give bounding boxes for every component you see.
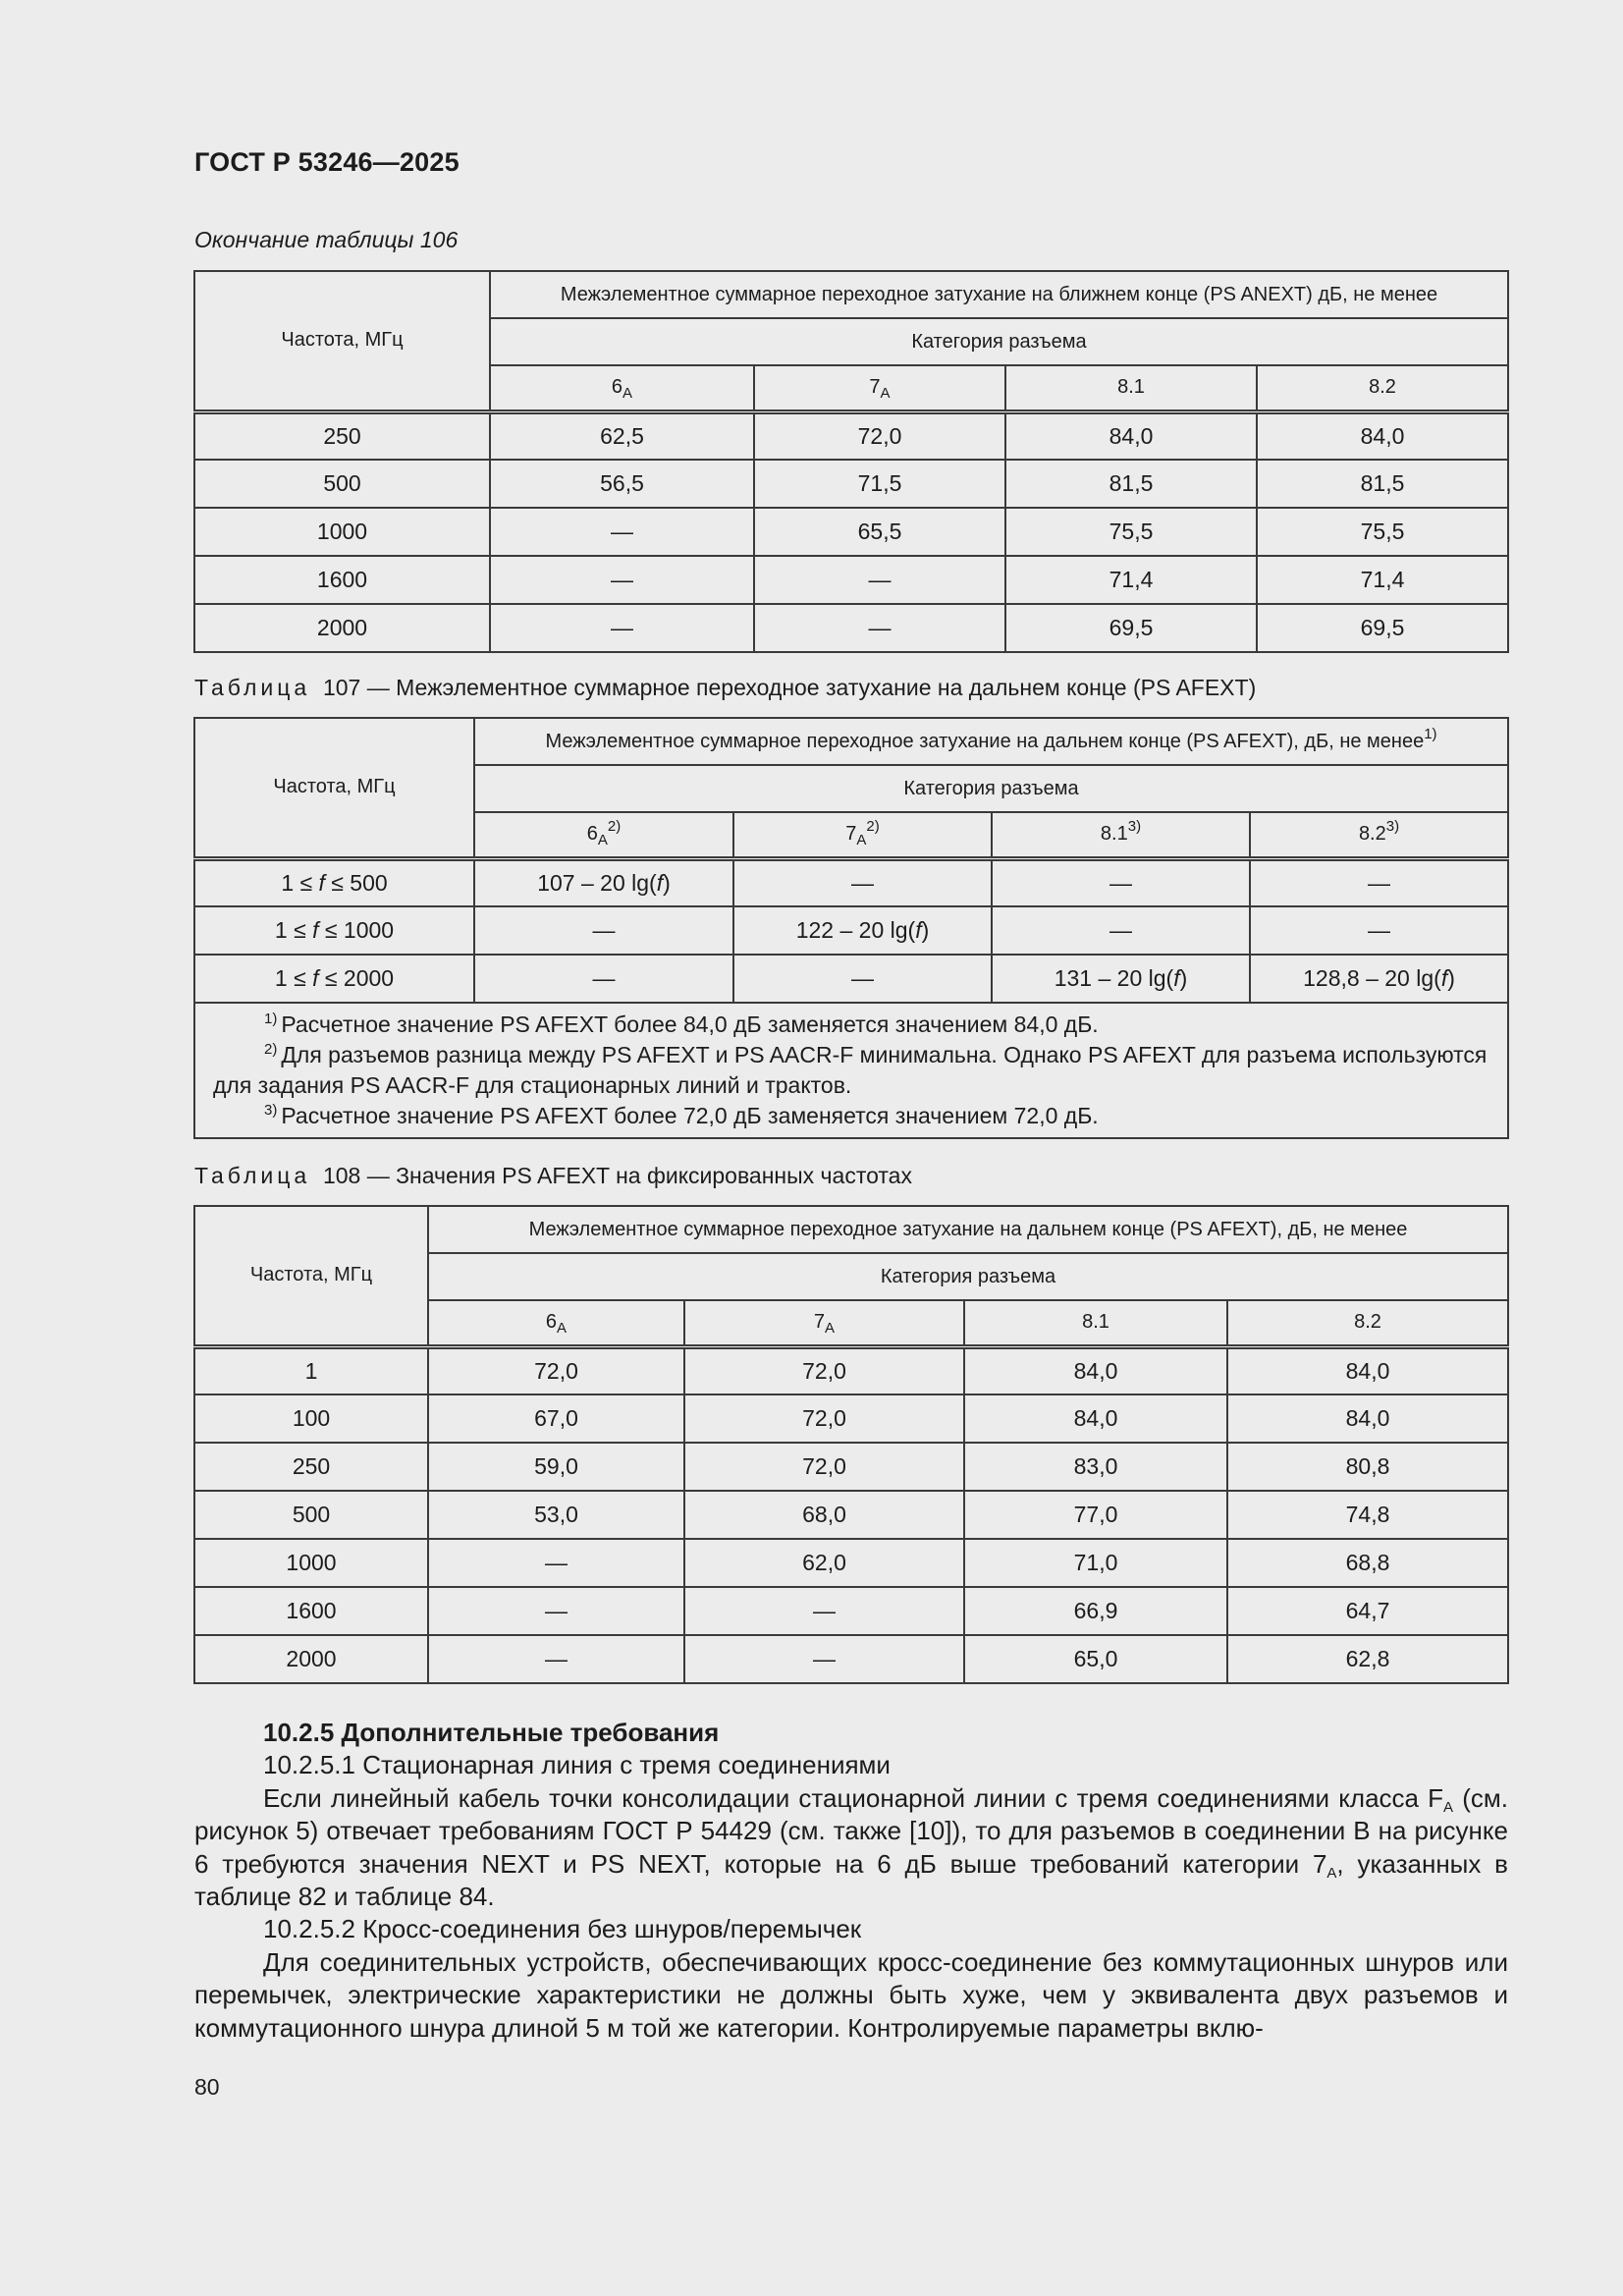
table-106 [193, 270, 1509, 653]
value-cell: 107 – 20 lg(f) [474, 858, 733, 906]
value-cell: 68,0 [684, 1491, 964, 1539]
value-cell: 72,0 [428, 1346, 684, 1394]
table-row [194, 1443, 1508, 1491]
table106-caption: Окончание таблицы 106 [194, 227, 459, 252]
frequency-cell: 1 ≤ f ≤ 500 [194, 858, 474, 906]
category-header: Категория разъема [474, 765, 1508, 812]
value-cell: 72,0 [754, 411, 1005, 460]
value-cell: 122 – 20 lg(f) [733, 906, 992, 955]
category-2: 8.1 [1005, 365, 1257, 411]
frequency-cell: 100 [194, 1394, 428, 1443]
frequency-cell: 1 ≤ f ≤ 1000 [194, 906, 474, 955]
value-cell: 62,8 [1227, 1635, 1508, 1683]
value-cell: — [1250, 858, 1508, 906]
frequency-cell: 1 ≤ f ≤ 2000 [194, 955, 474, 1003]
category-1: $7_A^{2)}$ [733, 812, 992, 858]
value-cell: 62,0 [684, 1539, 964, 1587]
value-cell: 56,5 [490, 460, 754, 508]
table-108 [193, 1205, 1509, 1684]
value-cell: 62,5 [490, 411, 754, 460]
frequency-cell: 2000 [194, 1635, 428, 1683]
value-cell: 83,0 [964, 1443, 1227, 1491]
value-cell: 84,0 [1005, 411, 1257, 460]
value-cell: 69,5 [1257, 604, 1508, 652]
group-header: Межэлементное суммарное переходное затухание на ближнем конце (PS ANEXT) дБ, не менее [490, 271, 1508, 318]
table-107 [193, 717, 1509, 1139]
value-cell: 66,9 [964, 1587, 1227, 1635]
frequency-cell: 1600 [194, 1587, 428, 1635]
frequency-cell: 500 [194, 460, 490, 508]
value-cell: 59,0 [428, 1443, 684, 1491]
value-cell: 77,0 [964, 1491, 1227, 1539]
table-row [194, 556, 1508, 604]
table-row [194, 411, 1508, 460]
category-3: 8.2 [1227, 1300, 1508, 1346]
frequency-cell: 2000 [194, 604, 490, 652]
value-cell: 84,0 [964, 1394, 1227, 1443]
table-row [194, 1635, 1508, 1683]
category-header: Категория разъема [490, 318, 1508, 365]
value-cell: — [428, 1635, 684, 1683]
table-row [194, 906, 1508, 955]
value-cell: 67,0 [428, 1394, 684, 1443]
value-cell: — [733, 858, 992, 906]
value-cell: 72,0 [684, 1394, 964, 1443]
value-cell: 68,8 [1227, 1539, 1508, 1587]
group-header: Межэлементное суммарное переходное затухание на дальнем конце (PS AFEXT), дБ, не менее$^{1)}$ [474, 718, 1508, 765]
value-cell: 71,4 [1257, 556, 1508, 604]
frequency-cell: 1000 [194, 508, 490, 556]
table-row [194, 604, 1508, 652]
paragraph: Для соединительных устройств, обеспечивающих кросс-соединение без коммутационных шнуров или перемычек, электрические характеристики не должны быть хуже, чем у эквивалента двух разъемов и коммутационного шнура длиной 5 м той же категории. Контролируемые параметры вклю- [194, 1946, 1508, 2043]
category-1: $7_A$ [684, 1300, 964, 1346]
table-row [194, 1539, 1508, 1587]
value-cell: 128,8 – 20 lg(f) [1250, 955, 1508, 1003]
table108-caption: Таблица 108 — Значения PS AFEXT на фиксированных частотах [194, 1163, 912, 1188]
table-row [194, 1587, 1508, 1635]
frequency-cell: 500 [194, 1491, 428, 1539]
value-cell: — [754, 556, 1005, 604]
value-cell: 65,5 [754, 508, 1005, 556]
category-3: 8.2$^{3)}$ [1250, 812, 1508, 858]
value-cell: 72,0 [684, 1346, 964, 1394]
table-row [194, 460, 1508, 508]
page-number: 80 [194, 2074, 220, 2100]
frequency-cell: 250 [194, 1443, 428, 1491]
value-cell: 80,8 [1227, 1443, 1508, 1491]
group-header: Межэлементное суммарное переходное затухание на дальнем конце (PS AFEXT), дБ, не менее [428, 1206, 1508, 1253]
category-2: 8.1$^{3)}$ [992, 812, 1250, 858]
value-cell: — [684, 1587, 964, 1635]
subsection-heading: 10.2.5.2 Кросс-соединения без шнуров/перемычек [263, 1914, 862, 1944]
section-heading: 10.2.5 Дополнительные требования [263, 1718, 720, 1747]
value-cell: — [474, 955, 733, 1003]
value-cell: — [992, 858, 1250, 906]
value-cell: — [733, 955, 992, 1003]
section-text [194, 1717, 1508, 2045]
value-cell: — [992, 906, 1250, 955]
category-2: 8.1 [964, 1300, 1227, 1346]
table-row [194, 508, 1508, 556]
value-cell: 84,0 [1227, 1394, 1508, 1443]
table107-notes [194, 1003, 1508, 1138]
category-0: $6_A$ [490, 365, 754, 411]
value-cell: 53,0 [428, 1491, 684, 1539]
table-row [194, 1491, 1508, 1539]
value-cell: 81,5 [1005, 460, 1257, 508]
category-1: $7_A$ [754, 365, 1005, 411]
value-cell: 64,7 [1227, 1587, 1508, 1635]
table-row [194, 1394, 1508, 1443]
frequency-cell: 1600 [194, 556, 490, 604]
value-cell: 71,0 [964, 1539, 1227, 1587]
value-cell: 84,0 [1257, 411, 1508, 460]
freq-header: Частота, МГц [194, 271, 490, 411]
value-cell: — [684, 1635, 964, 1683]
value-cell: 81,5 [1257, 460, 1508, 508]
footnote: $^{2)}$ Для разъемов разница между PS AFEXT и PS AACR-F минимальна. Однако PS AFEXT для разъема используются для задания PS AACR-F для стационарных линий и трактов. [213, 1041, 1488, 1098]
value-cell: — [428, 1539, 684, 1587]
value-cell: 131 – 20 lg(f) [992, 955, 1250, 1003]
value-cell: 69,5 [1005, 604, 1257, 652]
value-cell: — [490, 604, 754, 652]
value-cell: 84,0 [964, 1346, 1227, 1394]
paragraph: Если линейный кабель точки консолидации стационарной линии с тремя соединениями класса $F_A$ (см. рисунок 5) отвечает требованиям ГОСТ Р 54429 (см. также [10]), то для разъемов в соединении B на рисунке 6 требуются значения NEXT и PS NEXT, которые на 6 дБ выше требований категории $7_A$, указанных в таблице 82 и таблице 84. [194, 1782, 1508, 1912]
value-cell: 75,5 [1257, 508, 1508, 556]
table107-caption: Таблица 107 — Межэлементное суммарное переходное затухание на дальнем конце (PS AFEXT) [194, 675, 1257, 700]
document-id: ГОСТ Р 53246—2025 [194, 147, 460, 177]
category-3: 8.2 [1257, 365, 1508, 411]
category-0: $6_A$ [428, 1300, 684, 1346]
frequency-cell: 1000 [194, 1539, 428, 1587]
value-cell: — [754, 604, 1005, 652]
table-row [194, 1346, 1508, 1394]
value-cell: 65,0 [964, 1635, 1227, 1683]
frequency-cell: 250 [194, 411, 490, 460]
value-cell: — [428, 1587, 684, 1635]
value-cell: 71,5 [754, 460, 1005, 508]
table-row [194, 858, 1508, 906]
value-cell: 71,4 [1005, 556, 1257, 604]
freq-header: Частота, МГц [194, 718, 474, 858]
value-cell: 72,0 [684, 1443, 964, 1491]
value-cell: — [474, 906, 733, 955]
value-cell: 84,0 [1227, 1346, 1508, 1394]
value-cell: 75,5 [1005, 508, 1257, 556]
category-0: $6_A^{2)}$ [474, 812, 733, 858]
footnote: $^{3)}$ Расчетное значение PS AFEXT более 72,0 дБ заменяется значением 72,0 дБ. [264, 1102, 1099, 1128]
value-cell: — [490, 508, 754, 556]
table-row [194, 955, 1508, 1003]
frequency-cell: 1 [194, 1346, 428, 1394]
subsection-heading: 10.2.5.1 Стационарная линия с тремя соединениями [263, 1750, 891, 1780]
freq-header: Частота, МГц [194, 1206, 428, 1346]
value-cell: — [490, 556, 754, 604]
category-header: Категория разъема [428, 1253, 1508, 1300]
value-cell: 74,8 [1227, 1491, 1508, 1539]
footnote: $^{1)}$ Расчетное значение PS AFEXT более 84,0 дБ заменяется значением 84,0 дБ. [264, 1011, 1099, 1037]
value-cell: — [1250, 906, 1508, 955]
